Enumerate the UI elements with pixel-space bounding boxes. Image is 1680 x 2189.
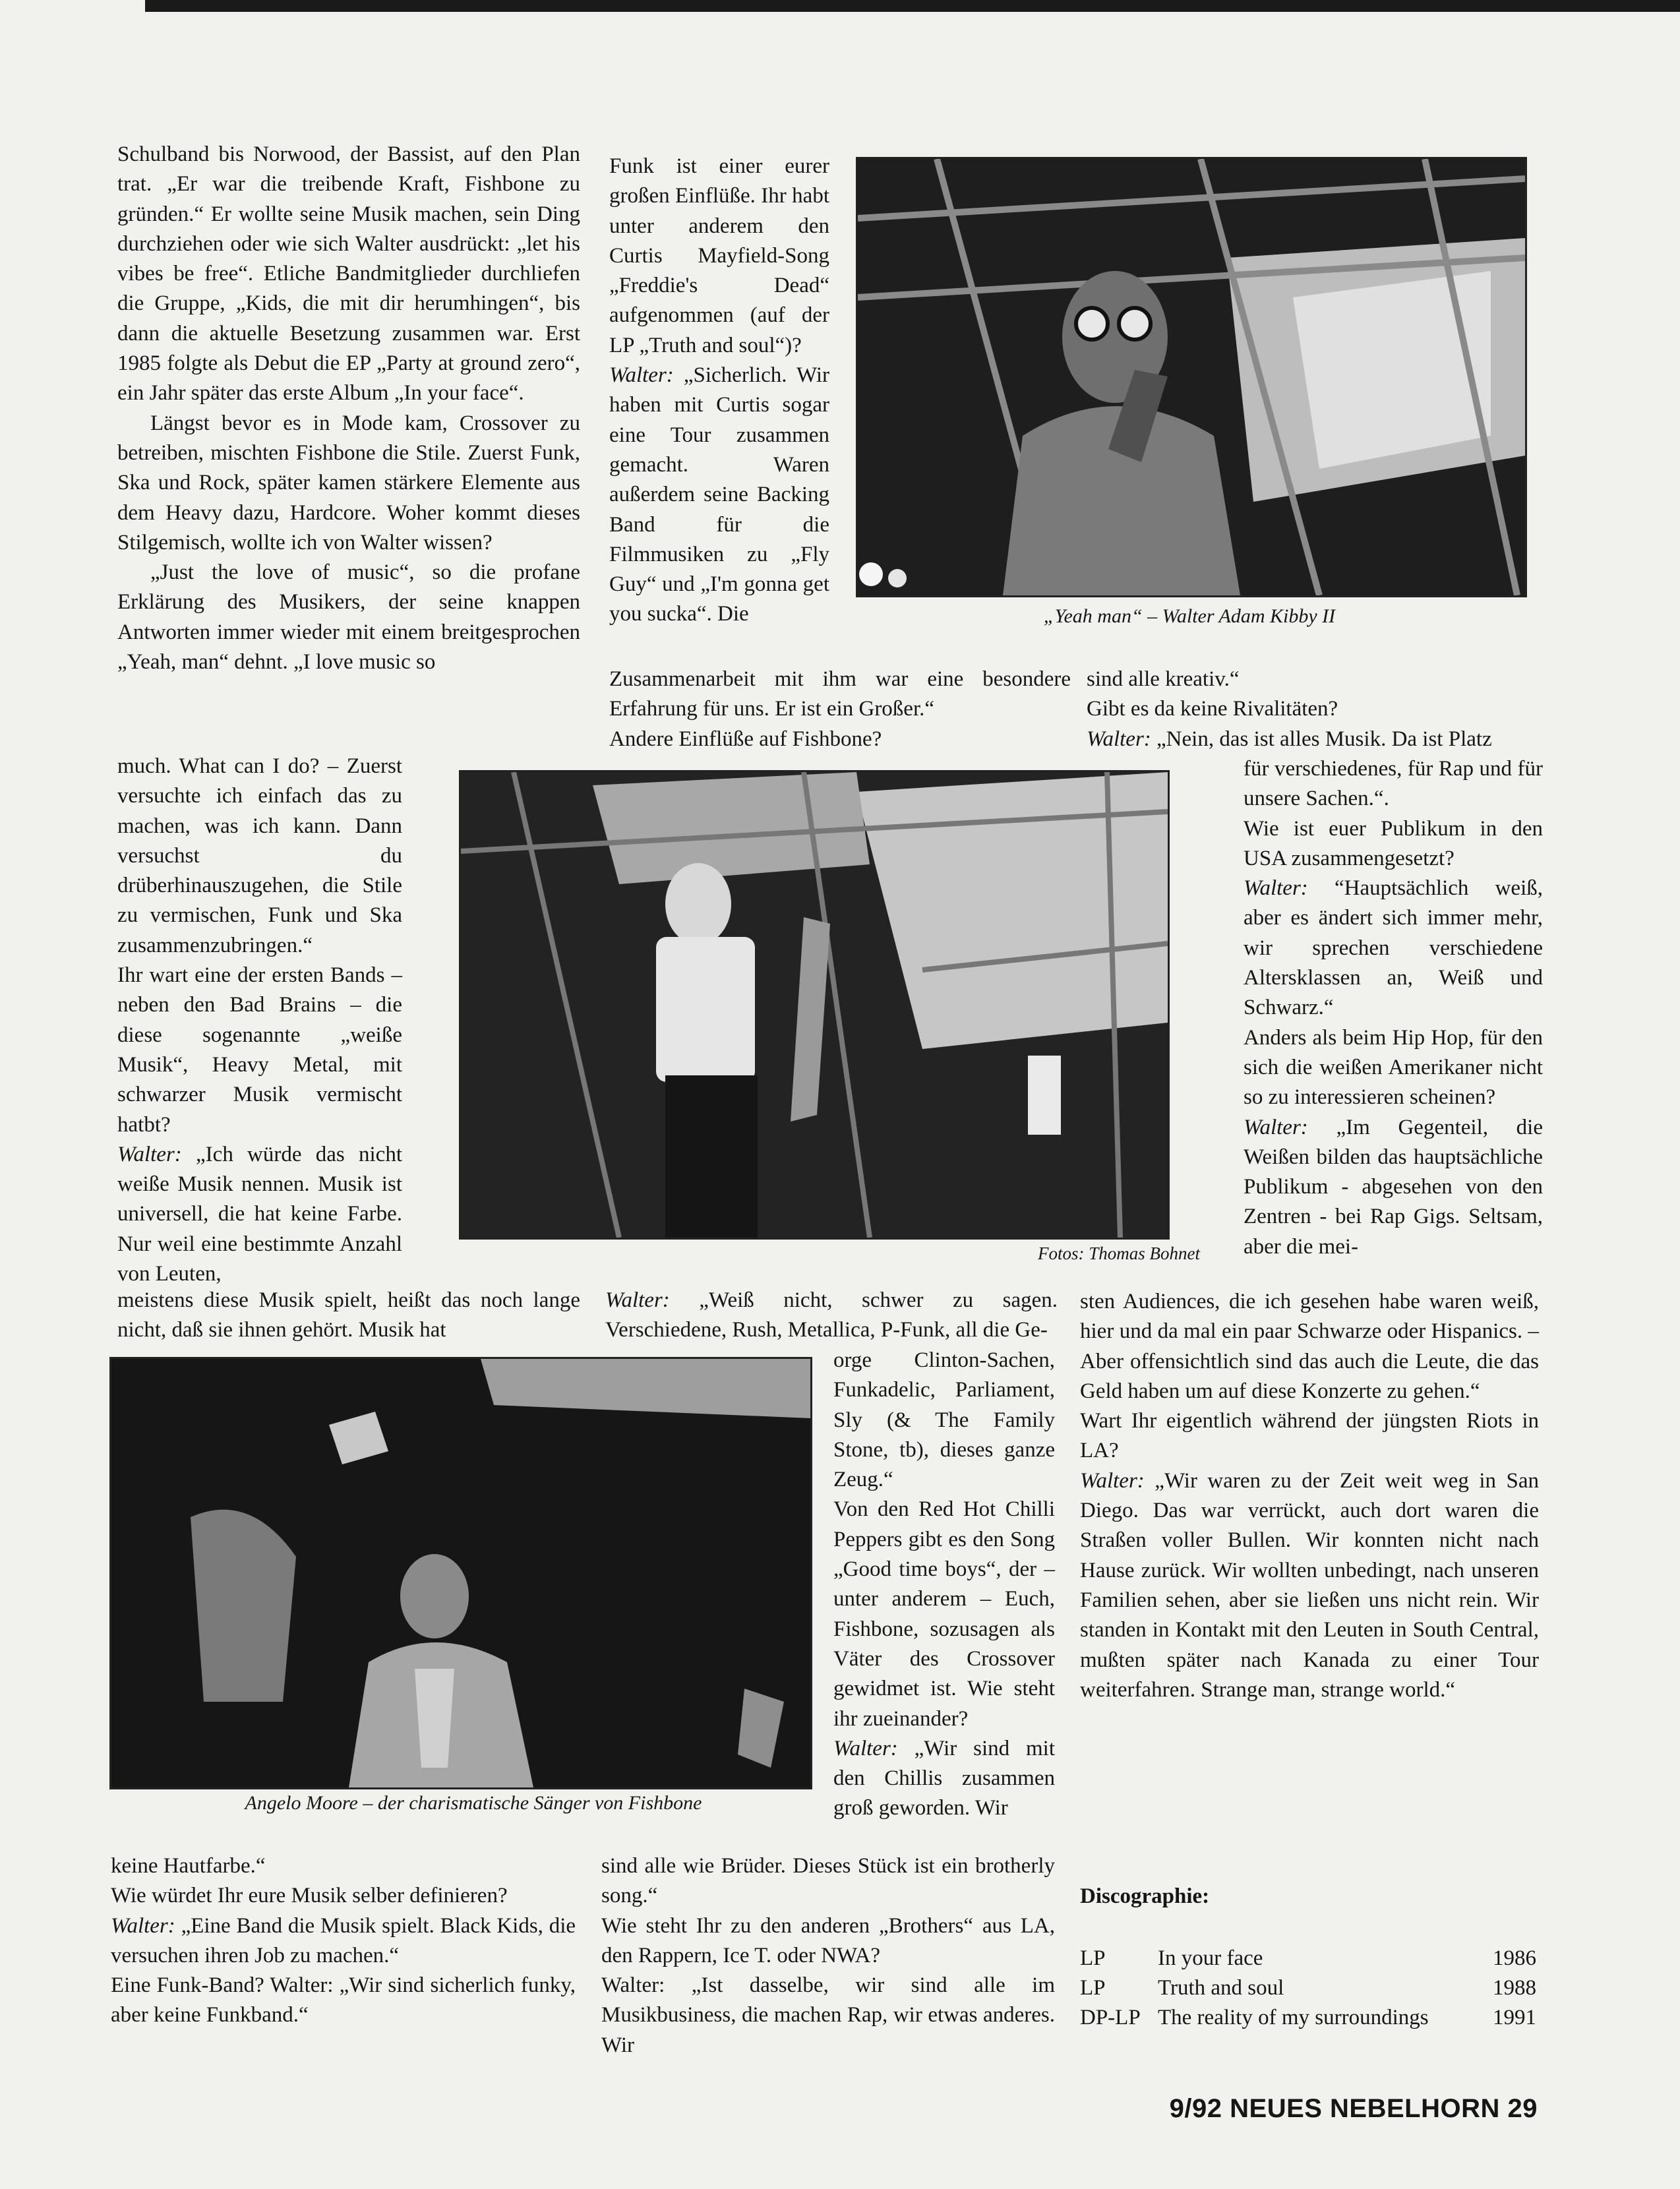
question: Anders als beim Hip Hop, für den sich die weißen Amerikaner nicht so zu interessieren scheinen? (1244, 1025, 1543, 1110)
paragraph: „Just the love of music“, so die profane Erklärung des Musikers, der seine knappen Antworten immer wieder mit einem breitgesprochen „Yeah, man“ dehnt. „I love music so (117, 560, 580, 675)
discography-item (1080, 1973, 1536, 2003)
item-format: DP-LP (1080, 2006, 1141, 2029)
paragraph: Zusammenarbeit mit ihm war eine besondere Erfahrung für uns. Er ist ein Großer.“ (609, 667, 1071, 721)
question: Von den Red Hot Chilli Peppers gibt es den Song „Good time boys“, der – unter anderem – Euch, Fishbone, sozusagen als Väter des Crossover gewidmet ist. Wie steht ihr zueinander? (833, 1497, 1055, 1731)
answer: Walter: „Wir sind mit den Chillis zusammen groß geworden. Wir (833, 1736, 1055, 1820)
speaker-label: Walter: (1080, 1468, 1145, 1493)
question: Wart Ihr eigentlich während der jüngsten Riots in LA? (1080, 1409, 1539, 1463)
concert-photo-graphic (858, 159, 1525, 595)
concert-photo-graphic (111, 1359, 810, 1787)
photo-walter-kibby (856, 157, 1527, 597)
speaker-label: Walter: (609, 363, 674, 388)
item-year: 1988 (1493, 1976, 1536, 2000)
top-edge-band (145, 0, 1680, 12)
photo-caption: Angelo Moore – der charismatische Sänger von Fishbone (245, 1792, 702, 1814)
column-1-bottom (111, 1851, 576, 2031)
answer: Walter: „Sicherlich. Wir haben mit Curtis sogar eine Tour zusammen gemacht. Waren außerdem seine Backing Band für die Filmmusiken zu „Fly Guy“ und „I'm gonna get you sucka“. Die (609, 363, 830, 626)
discography-item (1080, 2003, 1536, 2033)
question: Wie steht Ihr zu den anderen „Brothers“ aus LA, den Rappern, Ice T. oder NWA? (601, 1913, 1055, 1967)
discography-list (1080, 1944, 1536, 2033)
speaker-label: Walter: (833, 1736, 898, 1760)
question: Funk ist einer eurer großen Einflüße. Ihr habt unter anderem den Curtis Mayfield-Song „Freddie's Dead“ aufgenommen (auf der LP „Truth and soul“)? (609, 154, 829, 357)
column-1-top (117, 140, 580, 677)
question: Wie würdet Ihr eure Musik selber definieren? (111, 1884, 508, 1908)
speaker-label: Walter: (1244, 876, 1308, 901)
answer: Walter: „Ich würde das nicht weiße Musik nennen. Musik ist universell, die hat keine Farbe. Nur weil eine bestimmte Anzahl von Leuten, (117, 1142, 402, 1286)
discography-heading: Discographie: (1080, 1884, 1210, 1908)
question: Eine Funk-Band? Walter: „Wir sind sicherlich funky, aber keine Funkband.“ (111, 1973, 576, 2027)
answer: Walter: „Ist dasselbe, wir sind alle im Musikbusiness, die machen Rap, wir etwas anderes. Wir (601, 1973, 1055, 2057)
page-footer: 9/92 NEUES NEBELHORN 29 (1169, 2094, 1538, 2123)
column-1-narrow (117, 752, 402, 1289)
paragraph: für verschiedenes, für Rap und für unsere Sachen.“. (1244, 757, 1543, 811)
item-year: 1986 (1493, 1946, 1536, 1970)
answer: Walter: „Eine Band die Musik spielt. Black Kids, die versuchen ihren Job zu machen.“ (111, 1913, 576, 1967)
speaker-label: Walter: (1087, 727, 1151, 751)
photo-caption: „Yeah man“ – Walter Adam Kibby II (1043, 605, 1336, 627)
item-format: LP (1080, 1946, 1106, 1970)
question: Ihr wart eine der ersten Bands – neben den Bad Brains – die diese sogenannte „weiße Musik“, Heavy Metal, mit schwarzer Musik vermischt hatbt? (117, 963, 402, 1137)
column-2-narrow (833, 1346, 1055, 1824)
column-2-mid (605, 1286, 1058, 1346)
speaker-label: Walter: (111, 1913, 175, 1938)
speaker-label: Walter: (1244, 1115, 1308, 1139)
speaker-label: Walter: (117, 1142, 182, 1166)
photo-angelo-moore (109, 1357, 812, 1789)
answer: Walter: „Wir waren zu der Zeit weit weg in San Diego. Das war verrückt, auch dort waren die Straßen voller Bullen. Wir konnten nicht nach Hause zurück. Wir wollten unbedingt, nach unseren Familien sehen, aber sie ließen uns nicht rein. Wir standen in Kontakt mit den Leuten in South Central, mußten später nach Kanada zu einer Tour weiterfahren. Strange man, strange world.“ (1080, 1468, 1539, 1702)
item-title: The reality of my surroundings (1158, 2006, 1429, 2029)
discography-item (1080, 1944, 1536, 1973)
paragraph: sten Audiences, die ich gesehen habe waren weiß, hier und da mal ein paar Schwarze oder Hispanics. – Aber offensichtlich sind das auch die Leute, die das Geld haben um auf diese Konzerte zu gehen.“ (1080, 1290, 1539, 1403)
paragraph: Schulband bis Norwood, der Bassist, auf den Plan trat. „Er war die treibende Kraft, Fishbone zu gründen.“ Er wollte seine Musik machen, sein Ding durchziehen oder wie sich Walter ausdrückt: „let his vibes be free“. Etliche Bandmitglieder durchliefen die Gruppe, „Kids, die mit dir herumhingen“, bis dann die aktuelle Besetzung zusammen war. Erst 1985 folgte als Debut die EP „Party at ground zero“, ein Jahr später das erste Album „In your face“. (117, 142, 580, 405)
paragraph: meistens diese Musik spielt, heißt das noch lange nicht, daß sie ihnen gehört. Musik hat (117, 1288, 580, 1342)
column-3-narrow (1244, 754, 1543, 1262)
paragraph: Längst bevor es in Mode kam, Crossover zu betreiben, mischten Fishbone die Stile. Zuerst Funk, Ska und Rock, später kamen stärkere Elemente aus dem Heavy dazu, Hardcore. Woher kommt dieses Stilgemisch, wollte ich von Walter wissen? (117, 411, 580, 555)
column-2-top (609, 152, 829, 630)
paragraph: much. What can I do? – Zuerst versuchte ich einfach das zu machen, was ich kann. Dann versuchst du drüberhinauszugehen, die Stile zu vermischen, Funk und Ska zusammenzubringen.“ (117, 754, 402, 957)
answer: Walter: „Nein, das ist alles Musik. Da ist Platz (1087, 727, 1492, 751)
question: Gibt es da keine Rivalitäten? (1087, 697, 1338, 721)
question: Andere Einflüße auf Fishbone? (609, 727, 882, 751)
column-3-top (1087, 665, 1542, 754)
paragraph: keine Hautfarbe.“ (111, 1854, 266, 1878)
paragraph: orge Clinton-Sachen, Funkadelic, Parliament, Sly (& The Family Stone, tb), dieses ganze Zeug.“ (833, 1348, 1055, 1492)
paragraph: sind alle wie Brüder. Dieses Stück ist ein brotherly song.“ (601, 1854, 1055, 1908)
paragraph: sind alle kreativ.“ (1087, 667, 1240, 691)
item-title: Truth and soul (1158, 1976, 1284, 2000)
answer: Walter: „Im Gegenteil, die Weißen bilden das hauptsächliche Publikum - abgesehen von den Zentren - bei Rap Gigs. Seltsam, aber die mei- (1244, 1115, 1543, 1259)
column-1-wide (117, 1286, 580, 1346)
photo-saxophonist (459, 770, 1170, 1240)
speaker-label: Walter: (605, 1288, 670, 1312)
answer: Walter: „Weiß nicht, schwer zu sagen. Verschiedene, Rush, Metallica, P-Funk, all die Ge- (605, 1288, 1058, 1342)
photo-credit: Fotos: Thomas Bohnet (1038, 1244, 1200, 1263)
question: Wie ist euer Publikum in den USA zusammengesetzt? (1244, 816, 1543, 870)
column-2-bottom (601, 1851, 1055, 2060)
column-3-bottom (1080, 1287, 1539, 1705)
item-year: 1991 (1493, 2006, 1536, 2029)
item-title: In your face (1158, 1946, 1263, 1970)
item-format: LP (1080, 1976, 1106, 2000)
concert-photo-graphic (461, 772, 1168, 1238)
column-2-wide (609, 665, 1071, 754)
answer: Walter: “Hauptsächlich weiß, aber es ändert sich immer mehr, wir sprechen verschiedene Altersklassen an, Weiß und Schwarz.“ (1244, 876, 1543, 1020)
